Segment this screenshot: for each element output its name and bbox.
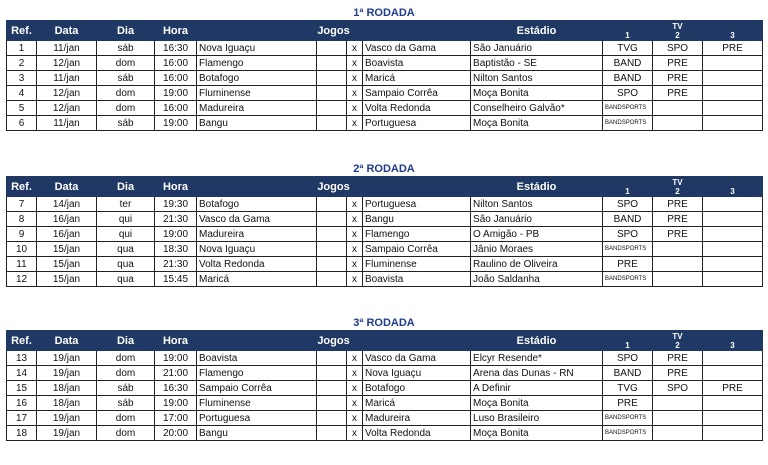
cell-versus: x (347, 86, 363, 101)
cell-hora: 19:00 (155, 86, 197, 101)
cell-home-team: Flamengo (197, 56, 317, 71)
table-row (7, 411, 763, 426)
cell-dia: dom (97, 101, 155, 116)
table-row (7, 366, 763, 381)
cell-tv2: PRE (653, 56, 703, 71)
cell-versus: x (347, 351, 363, 366)
header-tv-label: TV (672, 177, 683, 187)
cell-ref: 16 (7, 396, 37, 411)
cell-home-team: Sampaio Corrêa (197, 381, 317, 396)
cell-away-team: Sampaio Corrêa (363, 86, 471, 101)
cell-home-team: Fluminense (197, 86, 317, 101)
cell-versus: x (347, 257, 363, 272)
cell-spacer (317, 381, 347, 396)
cell-tv1: TVG (603, 381, 653, 396)
header-estadio: Estádio (471, 177, 603, 197)
cell-versus: x (347, 197, 363, 212)
cell-tv1: BANDSPORTS (603, 101, 653, 116)
header-ref: Ref. (7, 331, 37, 351)
cell-dia: qui (97, 227, 155, 242)
table-row (7, 41, 763, 56)
cell-data: 19/jan (37, 351, 97, 366)
cell-ref: 15 (7, 381, 37, 396)
cell-home-team: Maricá (197, 272, 317, 287)
cell-hora: 21:00 (155, 366, 197, 381)
table-row (7, 351, 763, 366)
header-ref: Ref. (7, 177, 37, 197)
table-row (7, 197, 763, 212)
table-row (7, 116, 763, 131)
cell-tv3 (703, 101, 763, 116)
cell-home-team: Madureira (197, 227, 317, 242)
header-jogos: Jogos (197, 177, 471, 197)
cell-ref: 1 (7, 41, 37, 56)
cell-home-team: Fluminense (197, 396, 317, 411)
cell-ref: 11 (7, 257, 37, 272)
header-tv-label: TV (672, 21, 683, 31)
cell-hora: 21:30 (155, 212, 197, 227)
cell-ref: 13 (7, 351, 37, 366)
cell-estadio: João Saldanha (471, 272, 603, 287)
cell-dia: dom (97, 86, 155, 101)
cell-tv3 (703, 257, 763, 272)
cell-tv1: BANDSPORTS (603, 116, 653, 131)
cell-data: 14/jan (37, 197, 97, 212)
cell-versus: x (347, 411, 363, 426)
cell-tv2: PRE (653, 212, 703, 227)
cell-dia: dom (97, 426, 155, 441)
cell-ref: 7 (7, 197, 37, 212)
cell-away-team: Bangu (363, 212, 471, 227)
cell-data: 19/jan (37, 366, 97, 381)
round-title: 1ª RODADA (353, 7, 415, 19)
cell-estadio: A Definir (471, 381, 603, 396)
table-row (7, 257, 763, 272)
cell-estadio: Moça Bonita (471, 426, 603, 441)
cell-tv2 (653, 242, 703, 257)
cell-tv2 (653, 116, 703, 131)
cell-estadio: Nilton Santos (471, 197, 603, 212)
round-title: 3ª RODADA (353, 317, 415, 329)
cell-tv1: SPO (603, 197, 653, 212)
cell-spacer (317, 426, 347, 441)
cell-dia: sáb (97, 396, 155, 411)
table-row (7, 212, 763, 227)
cell-spacer (317, 41, 347, 56)
cell-home-team: Bangu (197, 116, 317, 131)
cell-away-team: Maricá (363, 71, 471, 86)
cell-versus: x (347, 242, 363, 257)
cell-ref: 5 (7, 101, 37, 116)
cell-tv2: PRE (653, 86, 703, 101)
cell-away-team: Madureira (363, 411, 471, 426)
cell-hora: 16:30 (155, 381, 197, 396)
cell-tv2 (653, 426, 703, 441)
cell-spacer (317, 272, 347, 287)
header-tv2 (653, 21, 703, 41)
cell-estadio: Luso Brasileiro (471, 411, 603, 426)
cell-tv2 (653, 257, 703, 272)
cell-spacer (317, 351, 347, 366)
cell-versus: x (347, 426, 363, 441)
header-tv3 (703, 177, 763, 197)
cell-tv3 (703, 396, 763, 411)
cell-versus: x (347, 272, 363, 287)
cell-data: 11/jan (37, 71, 97, 86)
cell-tv2: PRE (653, 227, 703, 242)
cell-versus: x (347, 381, 363, 396)
cell-tv2 (653, 411, 703, 426)
cell-home-team: Flamengo (197, 366, 317, 381)
schedule-table (6, 330, 763, 441)
cell-spacer (317, 56, 347, 71)
header-tv1-label: 1 (625, 186, 630, 196)
round-section (6, 162, 762, 287)
cell-away-team: Portuguesa (363, 197, 471, 212)
cell-tv2: PRE (653, 366, 703, 381)
cell-dia: qua (97, 242, 155, 257)
header-jogos: Jogos (197, 21, 471, 41)
cell-data: 12/jan (37, 56, 97, 71)
header-tv3-label: 3 (730, 340, 735, 350)
header-tv1 (603, 331, 653, 351)
cell-tv1: BAND (603, 56, 653, 71)
cell-spacer (317, 396, 347, 411)
cell-estadio: Jânio Moraes (471, 242, 603, 257)
cell-hora: 16:00 (155, 101, 197, 116)
header-tv1 (603, 177, 653, 197)
cell-data: 18/jan (37, 381, 97, 396)
cell-tv2: PRE (653, 197, 703, 212)
cell-tv1: SPO (603, 227, 653, 242)
cell-hora: 18:30 (155, 242, 197, 257)
cell-versus: x (347, 71, 363, 86)
cell-dia: sáb (97, 116, 155, 131)
cell-spacer (317, 71, 347, 86)
cell-away-team: Vasco da Gama (363, 351, 471, 366)
cell-hora: 19:00 (155, 116, 197, 131)
cell-ref: 2 (7, 56, 37, 71)
table-row (7, 227, 763, 242)
cell-tv3 (703, 351, 763, 366)
cell-estadio: São Januário (471, 41, 603, 56)
header-estadio: Estádio (471, 331, 603, 351)
header-hora: Hora (155, 331, 197, 351)
cell-estadio: Nilton Santos (471, 71, 603, 86)
cell-versus: x (347, 396, 363, 411)
header-tv3-label: 3 (730, 30, 735, 40)
table-row (7, 86, 763, 101)
cell-hora: 19:00 (155, 227, 197, 242)
cell-ref: 10 (7, 242, 37, 257)
cell-dia: dom (97, 411, 155, 426)
header-tv2 (653, 177, 703, 197)
cell-data: 15/jan (37, 272, 97, 287)
header-tv2-label: 2 (675, 340, 680, 350)
cell-estadio: Arena das Dunas - RN (471, 366, 603, 381)
header-tv1 (603, 21, 653, 41)
cell-spacer (317, 227, 347, 242)
table-row (7, 242, 763, 257)
cell-ref: 6 (7, 116, 37, 131)
cell-home-team: Volta Redonda (197, 257, 317, 272)
cell-tv3: PRE (703, 41, 763, 56)
cell-away-team: Volta Redonda (363, 426, 471, 441)
table-header-row (7, 331, 763, 351)
cell-hora: 15:45 (155, 272, 197, 287)
cell-ref: 9 (7, 227, 37, 242)
cell-dia: sáb (97, 381, 155, 396)
header-tv1-label: 1 (625, 30, 630, 40)
cell-tv1: BAND (603, 366, 653, 381)
cell-tv2: SPO (653, 381, 703, 396)
header-dia: Dia (97, 21, 155, 41)
table-row (7, 396, 763, 411)
cell-tv3 (703, 86, 763, 101)
cell-estadio: Baptistão - SE (471, 56, 603, 71)
cell-dia: dom (97, 351, 155, 366)
cell-home-team: Nova Iguaçu (197, 242, 317, 257)
header-tv3-label: 3 (730, 186, 735, 196)
header-data: Data (37, 21, 97, 41)
cell-hora: 19:00 (155, 351, 197, 366)
cell-away-team: Flamengo (363, 227, 471, 242)
cell-away-team: Boavista (363, 272, 471, 287)
cell-dia: qua (97, 272, 155, 287)
header-data: Data (37, 331, 97, 351)
cell-away-team: Boavista (363, 56, 471, 71)
header-tv2-label: 2 (675, 30, 680, 40)
cell-tv1: BANDSPORTS (603, 272, 653, 287)
cell-home-team: Bangu (197, 426, 317, 441)
cell-ref: 17 (7, 411, 37, 426)
cell-tv2 (653, 396, 703, 411)
schedule-table (6, 20, 763, 131)
table-row (7, 56, 763, 71)
cell-tv1: BAND (603, 71, 653, 86)
cell-tv1: PRE (603, 396, 653, 411)
cell-versus: x (347, 116, 363, 131)
cell-tv3 (703, 212, 763, 227)
cell-tv3 (703, 411, 763, 426)
cell-tv3 (703, 366, 763, 381)
cell-spacer (317, 411, 347, 426)
cell-spacer (317, 116, 347, 131)
round-title: 2ª RODADA (353, 163, 415, 175)
header-hora: Hora (155, 177, 197, 197)
cell-spacer (317, 212, 347, 227)
cell-data: 11/jan (37, 116, 97, 131)
cell-versus: x (347, 212, 363, 227)
cell-estadio: Conselheiro Galvão* (471, 101, 603, 116)
cell-tv3 (703, 71, 763, 86)
schedule-table (6, 176, 763, 287)
cell-hora: 19:00 (155, 396, 197, 411)
cell-tv1: BANDSPORTS (603, 426, 653, 441)
cell-dia: sáb (97, 71, 155, 86)
cell-estadio: Moça Bonita (471, 86, 603, 101)
cell-away-team: Maricá (363, 396, 471, 411)
cell-home-team: Vasco da Gama (197, 212, 317, 227)
cell-hora: 16:30 (155, 41, 197, 56)
table-header-row (7, 21, 763, 41)
cell-ref: 3 (7, 71, 37, 86)
cell-dia: qua (97, 257, 155, 272)
cell-versus: x (347, 366, 363, 381)
table-row (7, 272, 763, 287)
cell-home-team: Portuguesa (197, 411, 317, 426)
cell-tv1: BANDSPORTS (603, 411, 653, 426)
cell-home-team: Nova Iguaçu (197, 41, 317, 56)
cell-versus: x (347, 56, 363, 71)
cell-tv3 (703, 227, 763, 242)
cell-data: 16/jan (37, 227, 97, 242)
table-row (7, 101, 763, 116)
cell-tv3 (703, 116, 763, 131)
cell-estadio: Moça Bonita (471, 396, 603, 411)
header-tv3 (703, 21, 763, 41)
cell-tv2: PRE (653, 71, 703, 86)
cell-data: 19/jan (37, 411, 97, 426)
cell-tv3 (703, 197, 763, 212)
cell-dia: dom (97, 366, 155, 381)
cell-spacer (317, 257, 347, 272)
header-tv3 (703, 331, 763, 351)
cell-ref: 8 (7, 212, 37, 227)
cell-tv1: TVG (603, 41, 653, 56)
cell-spacer (317, 366, 347, 381)
cell-dia: dom (97, 56, 155, 71)
header-dia: Dia (97, 177, 155, 197)
cell-tv3 (703, 426, 763, 441)
cell-tv2 (653, 272, 703, 287)
cell-tv3: PRE (703, 381, 763, 396)
cell-dia: ter (97, 197, 155, 212)
cell-away-team: Volta Redonda (363, 101, 471, 116)
cell-data: 15/jan (37, 242, 97, 257)
cell-tv1: PRE (603, 257, 653, 272)
cell-data: 11/jan (37, 41, 97, 56)
table-row (7, 381, 763, 396)
cell-data: 12/jan (37, 86, 97, 101)
cell-hora: 21:30 (155, 257, 197, 272)
table-row (7, 71, 763, 86)
header-hora: Hora (155, 21, 197, 41)
cell-away-team: Fluminense (363, 257, 471, 272)
cell-hora: 16:00 (155, 56, 197, 71)
cell-tv1: BAND (603, 212, 653, 227)
cell-tv1: SPO (603, 351, 653, 366)
cell-ref: 14 (7, 366, 37, 381)
cell-estadio: O Amigão - PB (471, 227, 603, 242)
cell-estadio: Moça Bonita (471, 116, 603, 131)
header-tv2 (653, 331, 703, 351)
cell-away-team: Vasco da Gama (363, 41, 471, 56)
table-row (7, 426, 763, 441)
cell-versus: x (347, 41, 363, 56)
header-estadio: Estádio (471, 21, 603, 41)
header-dia: Dia (97, 331, 155, 351)
cell-tv3 (703, 56, 763, 71)
cell-tv2 (653, 101, 703, 116)
cell-home-team: Boavista (197, 351, 317, 366)
cell-hora: 17:00 (155, 411, 197, 426)
cell-dia: qui (97, 212, 155, 227)
cell-ref: 18 (7, 426, 37, 441)
cell-away-team: Nova Iguaçu (363, 366, 471, 381)
cell-tv3 (703, 272, 763, 287)
cell-spacer (317, 86, 347, 101)
cell-ref: 12 (7, 272, 37, 287)
cell-tv3 (703, 242, 763, 257)
cell-versus: x (347, 101, 363, 116)
cell-spacer (317, 197, 347, 212)
cell-spacer (317, 101, 347, 116)
cell-hora: 16:00 (155, 71, 197, 86)
cell-home-team: Botafogo (197, 71, 317, 86)
cell-estadio: Elcyr Resende* (471, 351, 603, 366)
cell-away-team: Botafogo (363, 381, 471, 396)
cell-versus: x (347, 227, 363, 242)
cell-home-team: Botafogo (197, 197, 317, 212)
cell-home-team: Madureira (197, 101, 317, 116)
round-section (6, 6, 762, 131)
header-ref: Ref. (7, 21, 37, 41)
cell-tv2: PRE (653, 351, 703, 366)
header-tv-label: TV (672, 331, 683, 341)
header-tv2-label: 2 (675, 186, 680, 196)
cell-tv1: SPO (603, 86, 653, 101)
cell-data: 15/jan (37, 257, 97, 272)
cell-hora: 20:00 (155, 426, 197, 441)
cell-hora: 19:30 (155, 197, 197, 212)
cell-estadio: Raulino de Oliveira (471, 257, 603, 272)
cell-ref: 4 (7, 86, 37, 101)
cell-dia: sáb (97, 41, 155, 56)
header-tv1-label: 1 (625, 340, 630, 350)
cell-data: 18/jan (37, 396, 97, 411)
cell-data: 16/jan (37, 212, 97, 227)
cell-estadio: São Januário (471, 212, 603, 227)
round-section (6, 316, 762, 441)
header-data: Data (37, 177, 97, 197)
table-header-row (7, 177, 763, 197)
cell-tv1: BANDSPORTS (603, 242, 653, 257)
cell-away-team: Portuguesa (363, 116, 471, 131)
header-jogos: Jogos (197, 331, 471, 351)
cell-away-team: Sampaio Corrêa (363, 242, 471, 257)
cell-data: 12/jan (37, 101, 97, 116)
cell-spacer (317, 242, 347, 257)
cell-tv2: SPO (653, 41, 703, 56)
cell-data: 19/jan (37, 426, 97, 441)
